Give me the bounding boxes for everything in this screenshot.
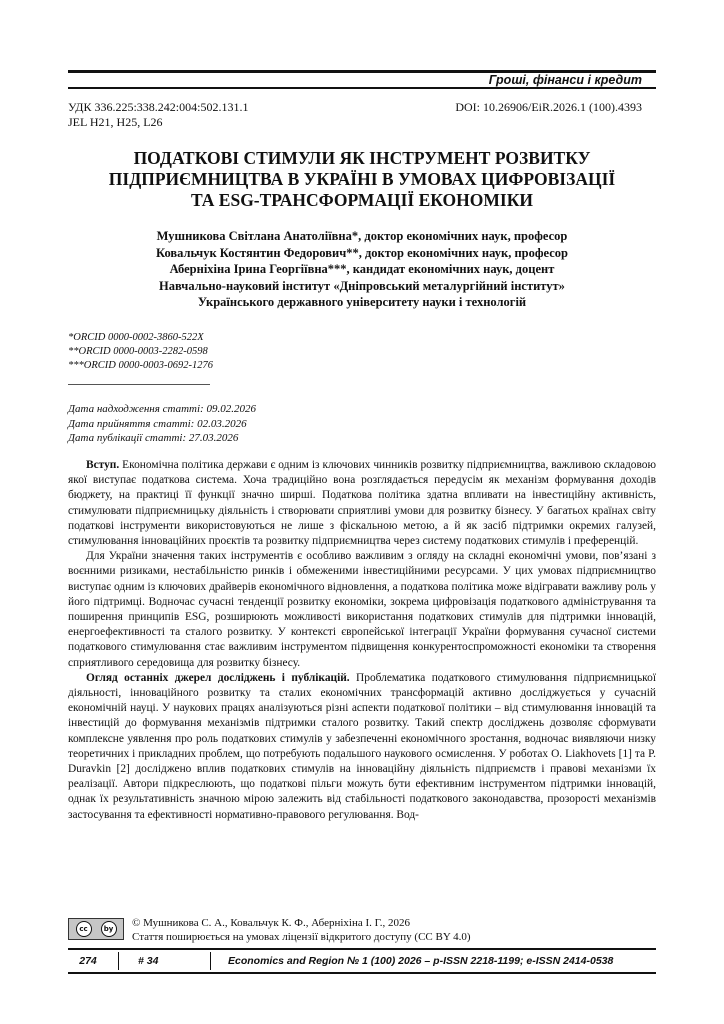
copyright-line: © Мушникова С. А., Ковальчук К. Ф., Аберніхіна І. Г., 2026 (132, 917, 411, 929)
doi[interactable]: DOI: 10.26906/EiR.2026.1 (100).4393 (455, 100, 642, 114)
footer-bottom-rule (68, 972, 656, 974)
footer-top-rule (68, 948, 656, 950)
paragraph-literature-review (68, 671, 656, 823)
article-body (68, 458, 656, 823)
paragraph-ukraine-context (68, 549, 656, 671)
orcid-item[interactable]: *ORCID 0000-0002-3860-522X (68, 332, 204, 343)
date-published: Дата публікації статті: 27.03.2026 (68, 432, 239, 444)
cc-by-license-badge[interactable] (68, 918, 124, 940)
cc-icon: cc (76, 921, 92, 937)
orcid-item[interactable]: **ORCID 0000-0003-2282-0598 (68, 346, 208, 357)
issue-number: # 34 (138, 955, 159, 967)
author-line: Аберніхіна Ірина Георгіївна***, кандидат економічних наук, доцент (169, 262, 555, 276)
orcid-list (68, 331, 213, 373)
title-line: ПОДАТКОВІ СТИМУЛИ ЯК ІНСТРУМЕНТ РОЗВИТКУ (133, 148, 591, 168)
footer-separator (210, 952, 211, 970)
affiliation-line: Українського державного університету науки і технологій (197, 295, 527, 309)
orcid-item[interactable]: ***ORCID 0000-0003-0692-1276 (68, 360, 213, 371)
title-line: ПІДПРИЄМНИЦТВА В УКРАЇНІ В УМОВАХ ЦИФРОВІЗАЦІЇ (108, 169, 616, 189)
license-block (132, 917, 471, 944)
article-dates (68, 402, 256, 446)
license-statement: Стаття поширюється на умовах ліцензії відкритого доступу (CC BY 4.0) (132, 930, 471, 943)
paragraph-lead: Вступ. (86, 459, 120, 471)
footer-separator (118, 952, 119, 970)
paragraph-introduction (68, 458, 656, 549)
title-line: ТА ESG-ТРАНСФОРМАЦІЇ ЕКОНОМІКИ (190, 190, 534, 210)
footer-journal-info: Economics and Region № 1 (100) 2026 – p-ISSN 2218-1199; e-ISSN 2414-0538 (228, 955, 614, 967)
journal-section-title: Гроші, фінанси і кредит (488, 73, 642, 87)
header-bottom-rule (68, 87, 656, 89)
page-number: 274 (79, 955, 97, 967)
paragraph-text: Для України значення таких інструментів є особливо важливим з огляду на складні економічні умови, пов’язані з воєнними ризиками, нестабільністю ринків і обмеженими інвестиційними ресурсами. У цих умовах підприємництво виступає одним із ключових драйверів економічного відновлення, а податкова політика може відігравати важливу роль у його підтримці. Водночас сучасні тенденції розвитку економіки, зокрема цифровізація податкового адміністрування та поширення принципів ESG, розширюють можливості використання податкових стимулів для підтримки інновацій, енергоефективності та сталого розвитку. У контексті європейської інтеграції України формування сучасної системи податкового стимулювання стає важливим інструментом підвищення конкурентоспроможності економіки та створення сприятливого середовища для розвитку бізнесу. (68, 550, 656, 669)
jel-code: JEL H21, H25, L26 (68, 115, 163, 129)
date-received: Дата надходження статті: 09.02.2026 (68, 403, 256, 415)
author-line: Мушникова Світлана Анатоліївна*, доктор економічних наук, професор (156, 229, 568, 243)
footnote-divider (68, 384, 210, 385)
by-icon: by (101, 921, 117, 937)
author-line: Ковальчук Костянтин Федорович**, доктор економічних наук, професор (156, 245, 568, 260)
paragraph-text: Економічна політика держави є одним із ключових чинників розвитку підприємництва, важливою складовою якої виступає податкова система. Хоча традиційно вона розглядається передусім як механізм формування доходів бюджету, на практиці її функції значно ширші. Податкова політика здатна впливати на інвестиційну активність, стимулювати підприємницьку діяльність і створювати сприятливі умови для розвитку бізнесу. У багатьох країнах світу податкові інструменти використовуються не лише з фіскальною метою, а й як засіб підтримки окремих галузей, стимулювання інноваційних проєктів та розвитку підприємництва через систему податкових стимулів і преференцій. (68, 459, 656, 548)
affiliation-line: Навчально-науковий інститут «Дніпровський металургійний інститут» (159, 278, 565, 293)
article-title (68, 148, 656, 211)
authors-block (68, 228, 656, 311)
date-accepted: Дата прийняття статті: 02.03.2026 (68, 417, 247, 430)
paragraph-text: Проблематика податкового стимулювання підприємницької діяльності, інноваційного розвитку та сталих економічних трансформацій активно досліджується у сучасній економічній науці. У наукових працях аналізуються різні аспекти податкової політики – від стимулювання інновацій та інвестицій до формування механізмів підтримки сталого розвитку. Такий спектр досліджень дозволяє сформувати комплексне уявлення про роль податкових стимулів у забезпеченні економічного зростання, водночас виявляючи низку теоретичних і прикладних проблем, що потребують подальшого наукового осмислення. У роботах O. Liakhovets [1] та P. Duravkin [2] досліджено вплив податкових стимулів на інноваційну діяльність підприємств і правові механізми їх реалізації. Автори підкреслюють, що податкові пільги можуть бути ефективним інструментом підтримки інновацій, однак їх результативність значною мірою залежить від стабільності податкового законодавства, прозорості механізмів застосування та ефективності нормативно-правового регулювання. Вод- (68, 671, 656, 821)
paragraph-lead: Огляд останніх джерел досліджень і публікацій. (86, 671, 350, 684)
udc-code: УДК 336.225:338.242:004:502.131.1 (68, 100, 249, 114)
